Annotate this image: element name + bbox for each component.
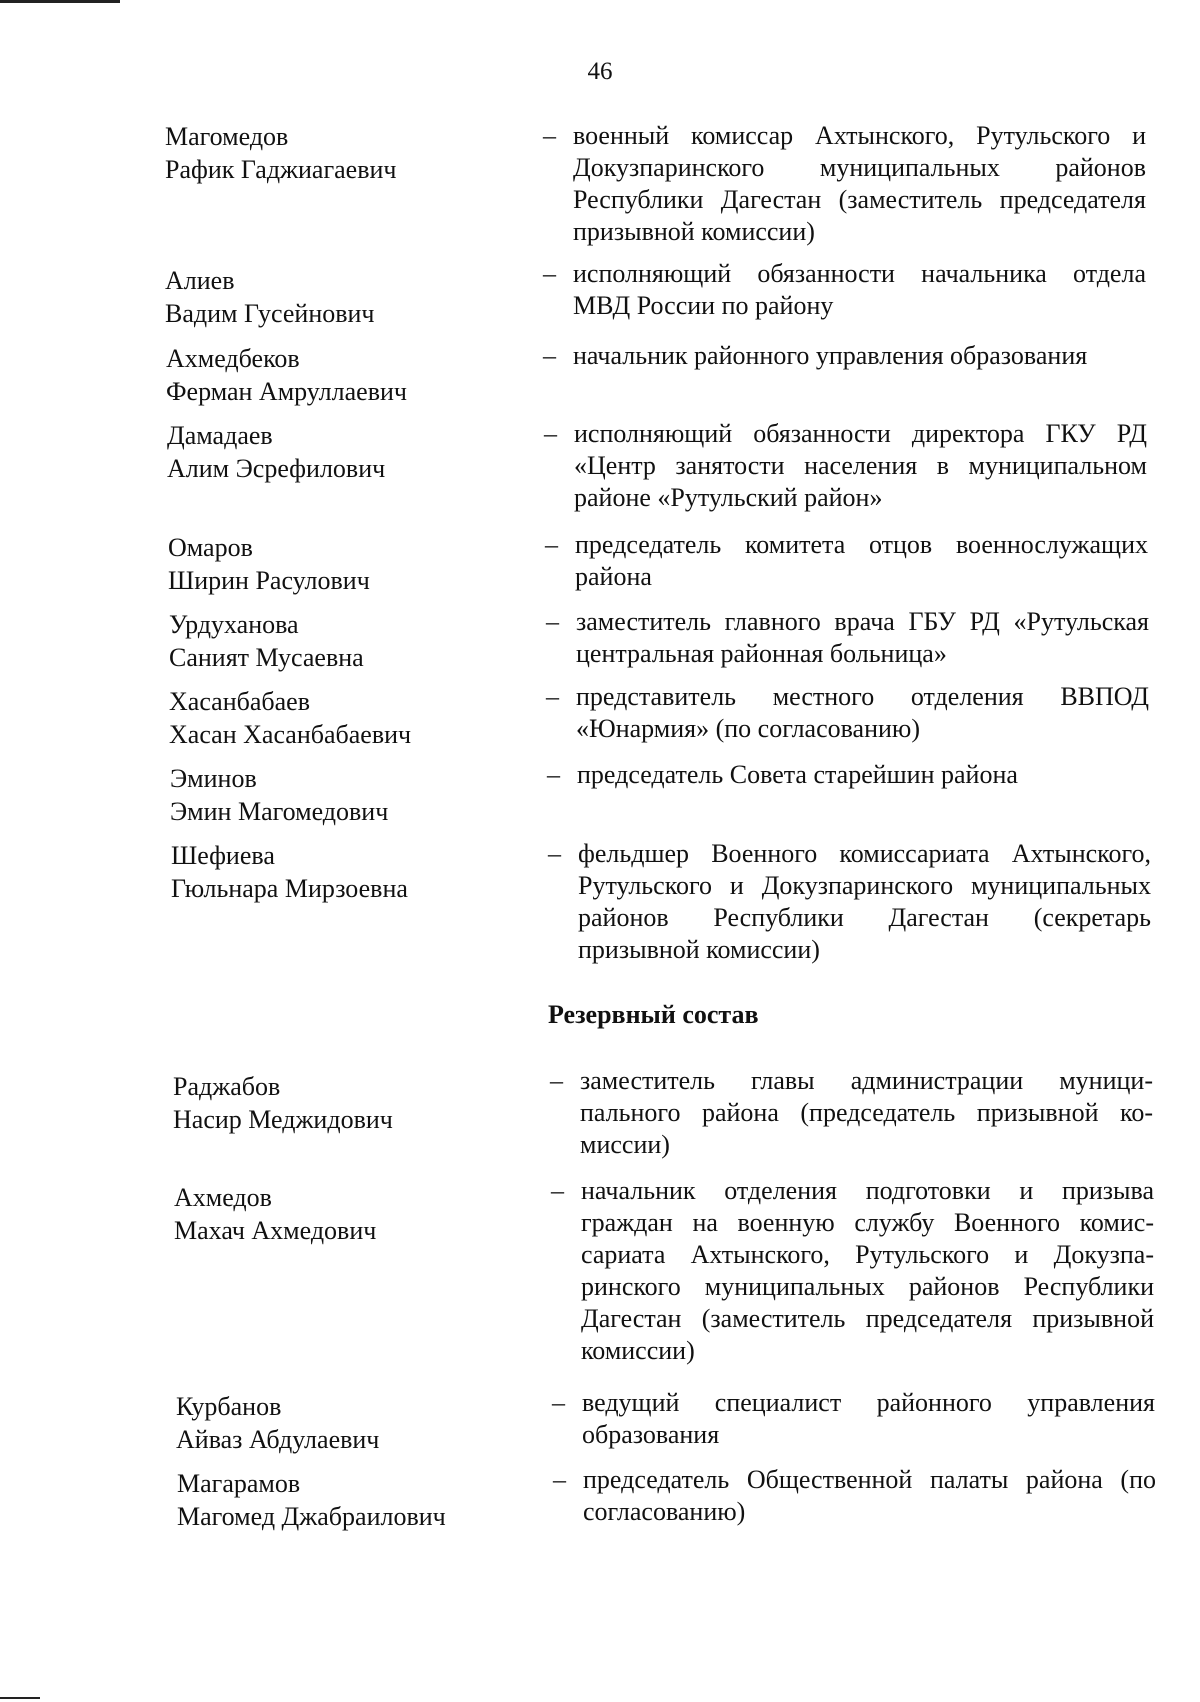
member-surname: Эминов	[170, 764, 257, 793]
reserve-section-title: Резервный состав	[548, 1000, 759, 1029]
dash: –	[543, 121, 556, 150]
dash: –	[544, 419, 557, 448]
member-name	[174, 1181, 534, 1247]
member-surname: Раджабов	[173, 1072, 281, 1101]
dash: –	[543, 259, 556, 288]
dash: –	[551, 1176, 564, 1205]
member-role-text: заместитель главного врача ГБУ РД «Рутульская центральная районная больница»	[576, 607, 1149, 668]
member-surname: Алиев	[165, 266, 235, 295]
dash: –	[546, 682, 559, 711]
dash: –	[553, 1465, 566, 1494]
member-given-name: Айваз Абдулаевич	[176, 1425, 380, 1454]
member-given-name: Ферман Амруллаевич	[166, 377, 407, 406]
member-name	[169, 685, 529, 751]
member-surname: Магомедов	[165, 122, 289, 151]
member-role-text: начальник районного управления образования	[573, 341, 1088, 370]
member-surname: Ахмедбеков	[166, 344, 300, 373]
dash: –	[543, 341, 556, 370]
member-role-text: председатель Общественной палаты района (по согласованию)	[583, 1465, 1156, 1526]
member-surname: Ахмедов	[174, 1183, 272, 1212]
member-name	[171, 839, 531, 905]
member-role-text: заместитель главы администрации муниципального района (председатель призывной комиссии)	[580, 1066, 1153, 1159]
member-name	[176, 1390, 536, 1456]
scan-edge-mark-top	[0, 0, 120, 3]
member-name	[170, 762, 530, 828]
member-role	[551, 1175, 1154, 1367]
member-role-text: фельдшер Военного комиссариата Ахтынского, Рутульского и Докузпаринского муниципальных районов Республики Дагестан (секретарь призывной комиссии)	[578, 839, 1151, 964]
member-role	[544, 418, 1147, 514]
member-surname: Дамадаев	[167, 421, 273, 450]
member-role	[543, 120, 1146, 248]
member-given-name: Саният Мусаевна	[169, 643, 364, 672]
member-role	[548, 838, 1151, 966]
member-role-text: исполняющий обязанности начальника отдела МВД России по району	[573, 259, 1146, 320]
member-given-name: Рафик Гаджиагаевич	[165, 155, 397, 184]
page-number: 46	[587, 58, 613, 85]
member-role-text: военный комиссар Ахтынского, Рутульского и Докузпаринского муниципальных районов Республики Дагестан (заместитель председателя призывной комиссии)	[573, 121, 1146, 246]
member-surname: Курбанов	[176, 1392, 282, 1421]
member-role-text: исполняющий обязанности директора ГКУ РД «Центр занятости населения в муниципальном районе «Рутульский район»	[574, 419, 1147, 512]
member-name	[167, 419, 527, 485]
member-given-name: Эмин Магомедович	[170, 797, 389, 826]
member-role-text: представитель местного отделения ВВПОД «Юнармия» (по согласованию)	[576, 682, 1149, 743]
member-role	[546, 681, 1149, 745]
member-role	[550, 1065, 1153, 1161]
member-surname: Шефиева	[171, 841, 275, 870]
member-role	[543, 258, 1146, 322]
member-surname: Хасанбабаев	[169, 687, 310, 716]
member-given-name: Махач Ахмедович	[174, 1216, 377, 1245]
member-role-text: ведущий специалист районного управления образования	[582, 1388, 1155, 1449]
member-surname: Магарамов	[177, 1469, 301, 1498]
member-role	[543, 340, 1146, 372]
dash: –	[546, 607, 559, 636]
member-given-name: Гюльнара Мирзоевна	[171, 874, 408, 903]
member-given-name: Алим Эсрефилович	[167, 454, 386, 483]
dash: –	[552, 1388, 565, 1417]
member-name	[165, 264, 525, 330]
member-role-text: начальник отделения подготовки и призыва граждан на военную службу Военного комиссариата Ахтынского, Рутульского и Докузпаринского муниципальных районов Республики Дагестан (заместитель председателя призывной комиссии)	[581, 1176, 1154, 1365]
dash: –	[545, 530, 558, 559]
member-role	[545, 529, 1148, 593]
dash: –	[547, 760, 560, 789]
member-name	[169, 608, 529, 674]
member-role	[547, 759, 1150, 791]
member-name	[165, 120, 525, 186]
member-surname: Омаров	[168, 533, 253, 562]
member-role-text: председатель комитета отцов военнослужащих района	[575, 530, 1148, 591]
member-name	[166, 342, 526, 408]
member-name	[168, 531, 528, 597]
dash: –	[548, 839, 561, 868]
member-given-name: Магомед Джабраилович	[177, 1502, 446, 1531]
member-role	[546, 606, 1149, 670]
member-surname: Урдуханова	[169, 610, 299, 639]
member-given-name: Хасан Хасанбабаевич	[169, 720, 412, 749]
member-role	[552, 1387, 1155, 1451]
member-given-name: Насир Меджидович	[173, 1105, 393, 1134]
dash: –	[550, 1066, 563, 1095]
scan-edge-mark-bottom	[0, 1697, 40, 1699]
member-role-text: председатель Совета старейшин района	[577, 760, 1018, 789]
member-given-name: Ширин Расулович	[168, 566, 370, 595]
member-name	[177, 1467, 537, 1533]
member-name	[173, 1070, 533, 1136]
member-given-name: Вадим Гусейнович	[165, 299, 375, 328]
member-role	[553, 1464, 1156, 1528]
